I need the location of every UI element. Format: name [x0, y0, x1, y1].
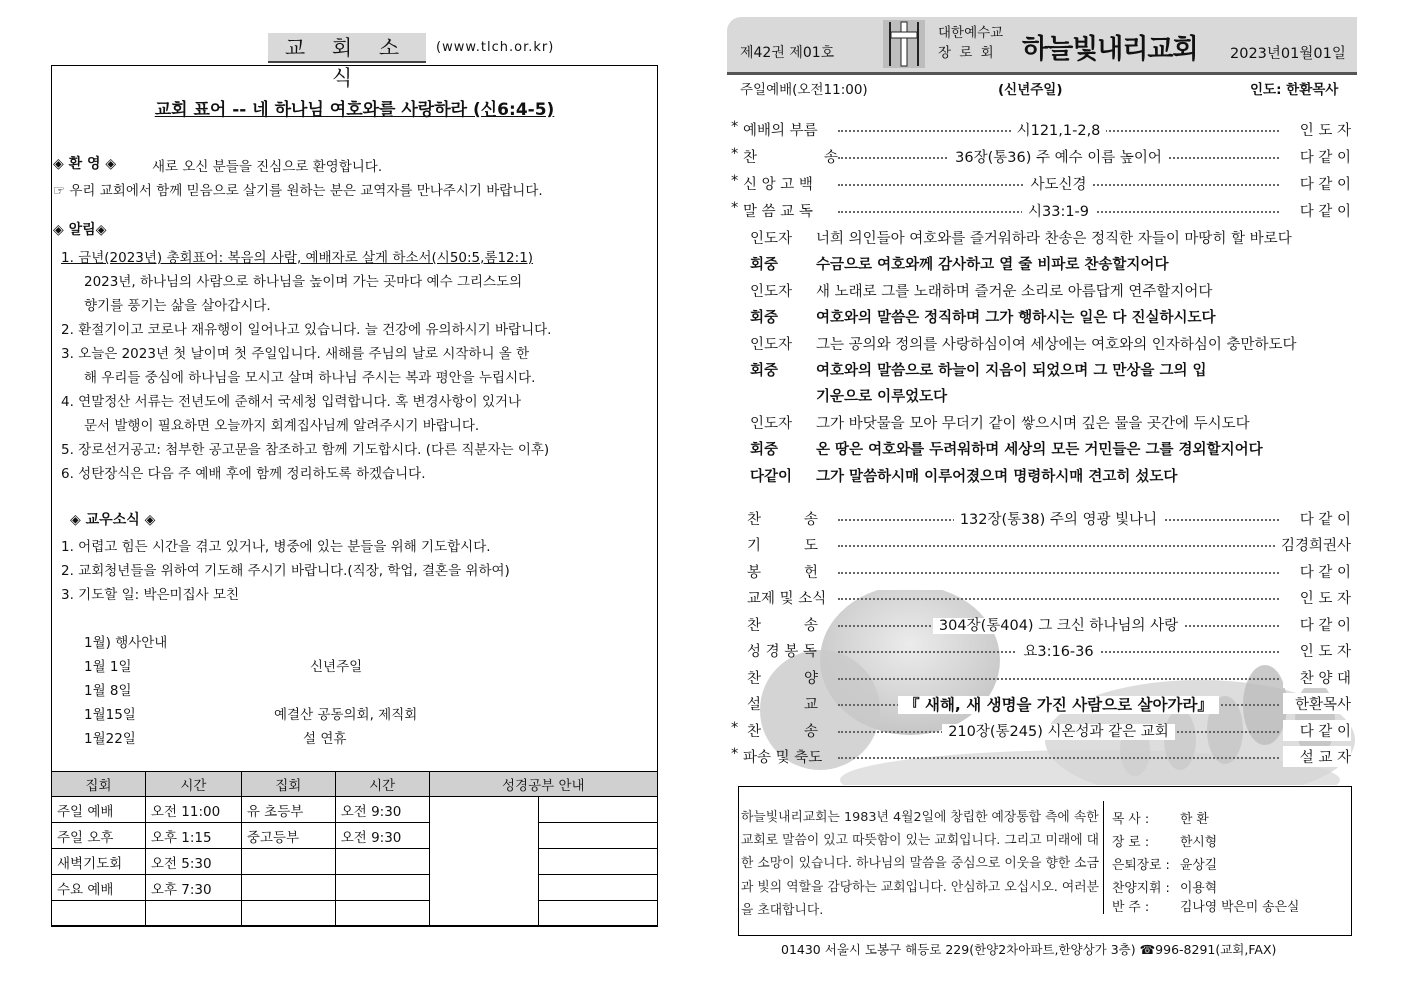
worship-item: [731, 561, 1351, 581]
table-row: [52, 849, 658, 875]
leader-dots: [838, 678, 1279, 680]
service-leader: 인도: 한환목사: [1250, 82, 1339, 98]
worship-item: [731, 693, 1351, 713]
responsive-role: 다같이: [750, 469, 793, 485]
name-char: 도: [803, 538, 818, 554]
name-char: 기: [747, 538, 762, 554]
worship-item-content: 요3:16-36: [838, 640, 1279, 661]
notice-line: 2023년, 하나님의 사람으로 하나님을 높이며 가는 곳마다 예수 그리스도의: [84, 274, 523, 290]
worship-item-leader: 다 같 이: [1283, 173, 1351, 194]
denomination-line: 장 로 회: [938, 45, 996, 61]
table-cell: 오전 5:30: [145, 849, 241, 875]
worship-item-content: 304장(통404) 그 크신 하나님의 사랑: [838, 614, 1279, 635]
events-heading: 1월) 행사안내: [84, 635, 168, 651]
bulletin-date: 2023년01월01일: [1230, 46, 1346, 62]
table-cell: 오후 1:15: [145, 823, 241, 849]
standing-mark: *: [731, 146, 739, 162]
member-news-line: 1. 어렵고 힘든 시간을 겪고 있거나, 병중에 있는 분들을 위해 기도합시다.: [61, 539, 491, 555]
notice-line: 해 우리들 중심에 하나님을 모시고 살며 하나님 주시는 복과 평안을 누립시다.: [84, 370, 536, 386]
worship-item-name: [743, 693, 838, 714]
notice-line: 4. 연말정산 서류는 전년도에 준해서 국세청 입력합니다. 혹 변경사항이 있거나: [61, 394, 522, 410]
table-cell: 오전 11:00: [145, 797, 241, 823]
table-cell: 오전 9:30: [335, 823, 429, 849]
staff-name: 이용혁: [1180, 881, 1218, 896]
staff-role: 은퇴장로 :: [1112, 858, 1170, 873]
name-char: 찬: [747, 724, 762, 740]
notice-line: 3. 오늘은 2023년 첫 날이며 첫 주일입니다. 새해를 주님의 날로 시작하니 올 한: [61, 346, 530, 362]
event-desc: 예결산 공동의회, 제직회: [274, 707, 418, 723]
standing-mark: *: [731, 200, 739, 216]
responsive-text: 수금으로 여호와께 감사하고 열 줄 비파로 찬송할지어다: [816, 257, 1169, 273]
study-cell: [539, 901, 658, 927]
notice-line: 2. 환절기이고 코로나 재유행이 일어나고 있습니다. 늘 건강에 유의하시기 바랍니다.: [61, 322, 552, 338]
worship-item: [731, 587, 1351, 607]
table-cell: [52, 901, 146, 927]
table-cell: 주일 예배: [52, 797, 146, 823]
worship-item-leader: 다 같 이: [1283, 561, 1351, 582]
denomination-line: 대한예수교: [938, 25, 1004, 41]
responsive-role: 회중: [750, 442, 779, 458]
member-news-line: 3. 기도할 일: 박은미집사 모친: [61, 587, 240, 603]
church-motto: 교회 표어 -- 네 하나님 여호와를 사랑하라 (신6:4-5): [154, 100, 555, 120]
responsive-text: 온 땅은 여호와를 두려워하며 세상의 모든 거민들은 그를 경외할지어다: [816, 442, 1263, 458]
leader-dots: [838, 545, 1275, 547]
staff-name: 김나영 박은미 송은실: [1180, 900, 1300, 915]
denomination: [938, 23, 1003, 63]
table-cell: [335, 849, 429, 875]
service-time: 주일예배(오전11:00): [740, 82, 868, 98]
study-cell: [429, 797, 539, 927]
responsive-text: 그는 공의와 정의를 사랑하심이여 세상에는 여호와의 인자하심이 충만하도다: [816, 337, 1297, 353]
worship-item-name: [743, 720, 838, 741]
responsive-role: 인도자: [750, 337, 793, 353]
table-cell: 중고등부: [241, 823, 335, 849]
staff-role: 목 사 :: [1112, 812, 1150, 827]
table-header-row: [52, 772, 658, 797]
worship-item-content: 210장(통245) 시온성과 같은 교회: [838, 720, 1279, 741]
worship-item-leader: 다 같 이: [1283, 508, 1351, 529]
name-char: 찬: [747, 671, 762, 687]
leader-dots: [838, 757, 1279, 759]
worship-item-leader: 설 교 자: [1283, 746, 1351, 767]
responsive-role: 인도자: [750, 284, 793, 300]
worship-item-leader: 김경희권사: [1283, 534, 1351, 555]
event-date: 1월22일: [84, 731, 136, 747]
table-cell: 새벽기도회: [52, 849, 146, 875]
col-header: 집회: [52, 772, 146, 797]
service-occasion: (신년주일): [998, 82, 1063, 98]
standing-mark: *: [731, 119, 739, 135]
worship-item-name: [743, 146, 838, 167]
cross-logo-icon: [883, 20, 925, 68]
name-char: 봉: [747, 565, 762, 581]
responsive-line: [750, 385, 947, 406]
responsive-line: [750, 465, 1177, 486]
worship-item-name: [743, 667, 838, 688]
leader-dots: [838, 572, 1279, 574]
responsive-line: [750, 306, 1216, 327]
worship-item: [731, 119, 1351, 139]
header-divider: [727, 72, 1357, 75]
responsive-line: [750, 227, 1292, 248]
event-date: 1월 8일: [84, 683, 132, 699]
worship-item: [731, 667, 1351, 687]
member-news-line: 2. 교회청년들을 위하여 기도해 주시기 바랍니다.(직장, 학업, 결혼을 위하여): [61, 563, 510, 579]
worship-item-name: [743, 534, 838, 555]
notice-line: 5. 장로선거공고: 첨부한 공고문을 참조하고 함께 기도합시다. (다른 직분자는 이후): [61, 442, 550, 458]
staff-role: 반 주 :: [1112, 900, 1150, 915]
church-introduction: 하늘빛내리교회는 1983년 4월2일에 창립한 예장통합 측에 속한 교회로 말씀이 있고 따뜻함이 있는 교회입니다. 그리고 미래에 대한 소망이 있습니다. 하나님의 말씀을 중심으로 이웃을 향한 소금과 빛의 역할을 감당하는 교회입니다. 안심하고 오십시오. 여러분을 초대합니다.: [741, 810, 1100, 918]
notice-line: 6. 성탄장식은 다음 주 예배 후에 함께 정리하도록 하겠습니다.: [61, 466, 426, 482]
responsive-line: [750, 333, 1297, 354]
worship-item-name: 신 앙 고 백: [743, 177, 813, 193]
staff-role: 찬양지휘 :: [1112, 881, 1170, 896]
responsive-line: [750, 253, 1168, 274]
standing-mark: *: [731, 746, 739, 762]
leader-dots: [838, 598, 1279, 600]
staff-entry: [1112, 877, 1217, 896]
table-cell: 오전 9:30: [335, 797, 429, 823]
worship-item-content: 시33:1-9: [838, 200, 1279, 221]
worship-item: [731, 746, 1351, 766]
worship-item-name: 예배의 부름: [743, 123, 818, 139]
worship-item-name: [743, 508, 838, 529]
worship-item-leader: 다 같 이: [1283, 200, 1351, 221]
worship-item-content: 시121,1-2,8: [838, 119, 1279, 140]
responsive-line: [750, 438, 1263, 459]
worship-item-leader: 인 도 자: [1283, 587, 1351, 608]
welcome-note: ☞ 우리 교회에서 함께 믿음으로 살기를 원하는 분은 교역자를 만나주시기 바랍니다.: [53, 183, 543, 199]
name-char: 헌: [803, 565, 818, 581]
responsive-text: 그가 말씀하시매 이루어졌으며 명령하시매 견고히 섰도다: [816, 469, 1178, 485]
study-cell: [539, 797, 658, 823]
worship-item: [731, 614, 1351, 634]
church-name: 하늘빛내리교회: [1022, 34, 1198, 65]
worship-item-leader: 인 도 자: [1283, 119, 1351, 140]
worship-item-name: [743, 614, 838, 635]
table-cell: 수요 예배: [52, 875, 146, 901]
meeting-schedule-table: [51, 771, 658, 927]
responsive-text: 그가 바닷물을 모아 무더기 같이 쌓으시며 깊은 물을 곳간에 두시도다: [816, 416, 1250, 432]
worship-item-content: 사도신경: [838, 173, 1279, 194]
notice-line: 문서 발행이 필요하면 오늘까지 회계집사님께 알려주시기 바랍니다.: [84, 418, 480, 434]
responsive-text: 기운으로 이루었도다: [816, 389, 948, 405]
website-url[interactable]: (www.tlch.or.kr): [436, 40, 555, 55]
table-cell: 오후 7:30: [145, 875, 241, 901]
name-char: 교: [803, 697, 818, 713]
table-row: [52, 823, 658, 849]
event-desc: 설 연휴: [303, 731, 347, 747]
name-char: 찬: [743, 150, 758, 166]
study-cell: [539, 849, 658, 875]
name-char: 송: [803, 724, 818, 740]
staff-entry: [1112, 808, 1209, 827]
worship-item-content: 132장(통38) 주의 영광 빛나니: [838, 508, 1279, 529]
worship-item-leader: 다 같 이: [1283, 614, 1351, 635]
table-cell: 유 초등부: [241, 797, 335, 823]
responsive-text: 여호와의 말씀으로 하늘이 지음이 되었으며 그 만상을 그의 입: [816, 363, 1207, 379]
responsive-role: 회중: [750, 310, 779, 326]
worship-item: [731, 508, 1351, 528]
responsive-role: 회중: [750, 363, 779, 379]
col-header: 시간: [335, 772, 429, 797]
worship-item: [731, 146, 1351, 166]
event-date: 1월15일: [84, 707, 136, 723]
staff-role: 장 로 :: [1112, 835, 1150, 850]
responsive-text: 여호와의 말씀은 정직하며 그가 행하시는 일은 다 진실하시도다: [816, 310, 1216, 326]
info-divider: [1103, 801, 1104, 914]
worship-item: [731, 640, 1351, 660]
worship-item-name: 성 경 봉 독: [747, 644, 817, 660]
volume-number: 제42권 제01호: [740, 45, 835, 61]
name-char: 설: [747, 697, 762, 713]
worship-item-name: 말 씀 교 독: [743, 204, 813, 220]
worship-item: [731, 173, 1351, 193]
study-cell: [539, 823, 658, 849]
worship-item-name: [743, 561, 838, 582]
event-date: 1월 1일: [84, 659, 132, 675]
welcome-heading: ◈ 환 영 ◈: [53, 156, 117, 172]
worship-item-leader: 다 같 이: [1283, 146, 1351, 167]
notice-line: 1. 금년(2023년) 총회표어: 복음의 사람, 예배자로 살게 하소서(시50:5,롬12:1): [61, 250, 534, 266]
table-cell: [335, 875, 429, 901]
standing-mark: *: [731, 173, 739, 189]
table-cell: 주일 오후: [52, 823, 146, 849]
name-char: 양: [803, 671, 818, 687]
responsive-role: 인도자: [750, 231, 793, 247]
col-header: 집회: [241, 772, 335, 797]
name-char: 송: [823, 150, 838, 166]
study-cell: [539, 875, 658, 901]
table-row: [52, 875, 658, 901]
staff-entry: [1112, 831, 1217, 850]
notice-heading: ◈ 알림◈: [53, 222, 107, 238]
name-char: 송: [803, 512, 818, 528]
worship-item-leader: 한환목사: [1283, 693, 1351, 714]
staff-name: 윤상길: [1180, 858, 1218, 873]
event-desc: 신년주일: [310, 659, 363, 675]
worship-item-leader: 다 같 이: [1283, 720, 1351, 741]
table-row: [52, 901, 658, 927]
responsive-text: 새 노래로 그를 노래하며 즐거운 소리로 아름답게 연주할지어다: [816, 284, 1213, 300]
worship-item-leader: 인 도 자: [1283, 640, 1351, 661]
col-header: 시간: [145, 772, 241, 797]
responsive-line: [750, 280, 1212, 301]
notice-line: 향기를 풍기는 삶을 살아갑시다.: [84, 298, 271, 314]
table-cell: [241, 875, 335, 901]
welcome-text: 새로 오신 분들을 진심으로 환영합니다.: [152, 159, 383, 175]
responsive-line: [750, 412, 1250, 433]
responsive-role: 인도자: [750, 416, 793, 432]
col-header: 성경공부 안내: [429, 772, 657, 797]
table-row: [52, 797, 658, 823]
member-news-heading: ◈ 교우소식 ◈: [70, 512, 156, 528]
staff-name: 한시형: [1180, 835, 1218, 850]
worship-item-leader: 찬 양 대: [1283, 667, 1351, 688]
name-char: 송: [803, 618, 818, 634]
table-cell: [241, 849, 335, 875]
worship-item-name: 교제 및 소식: [747, 591, 827, 607]
worship-item: [731, 534, 1351, 554]
worship-item-content: 36장(통36) 주 예수 이름 높이어: [838, 146, 1279, 167]
name-char: 찬: [747, 618, 762, 634]
newsletter-title: 교 회 소 식: [268, 33, 426, 63]
table-cell: [335, 901, 429, 927]
name-char: 찬: [747, 512, 762, 528]
worship-item: [731, 720, 1351, 740]
responsive-role: 회중: [750, 257, 779, 273]
staff-entry: [1112, 896, 1299, 915]
responsive-text: 너희 의인들아 여호와를 즐거워하라 찬송은 정직한 자들이 마땅히 할 바로다: [816, 231, 1292, 247]
church-address: 01430 서울시 도봉구 해등로 229(한양2차아파트,한양상가 3층) ☎996-8291(교회,FAX): [781, 942, 1277, 957]
table-cell: [241, 901, 335, 927]
staff-entry: [1112, 854, 1217, 873]
worship-item-name: 파송 및 축도: [743, 750, 823, 766]
table-cell: [145, 901, 241, 927]
worship-item: [731, 200, 1351, 220]
standing-mark: *: [731, 720, 739, 736]
sermon-title: 『 새해, 새 생명을 가진 사람으로 살아가라』: [838, 693, 1279, 715]
responsive-line: [750, 359, 1207, 380]
staff-name: 한 환: [1180, 812, 1209, 827]
